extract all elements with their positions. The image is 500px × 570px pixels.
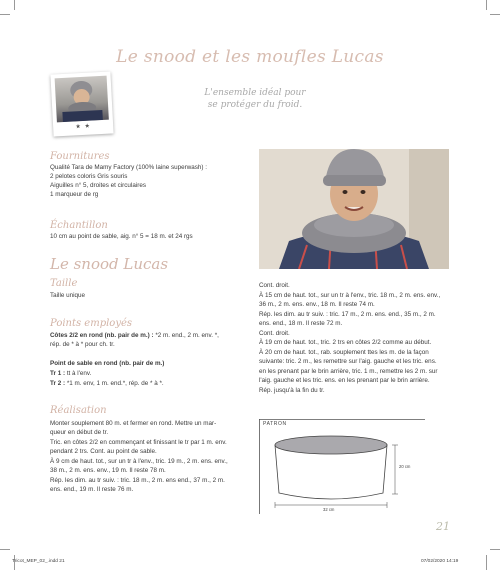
page-number: 21 (436, 520, 450, 533)
patron-height: 20 cm (399, 464, 411, 469)
taille-heading: Taille (50, 278, 78, 289)
right-line: Cont. droit. (259, 330, 290, 337)
echantillon-line: 10 cm au point de sable, aig. n° 5 = 18 m. et 24 rgs (50, 233, 193, 240)
patron-label: PATRON (263, 421, 287, 427)
subtitle-line: L'ensemble idéal pour (204, 88, 306, 98)
subtitle-line: se protéger du froid. (207, 100, 303, 110)
footer-filename: Tricot_MEP_02_.indd 21 (12, 559, 65, 564)
sewing-pattern-diagram (259, 419, 425, 514)
fournitures-line: 2 pelotes coloris Gris souris (50, 173, 128, 180)
right-line: Cont. droit. (259, 282, 290, 289)
fournitures-line: 1 marqueur de rg (50, 191, 99, 198)
cotes-text: *2 m. end., 2 m. env. *, (155, 332, 219, 339)
cotes-line2: rép. de * à * pour ch. tr. (50, 341, 115, 348)
tr2-label: Tr 2 : (50, 380, 66, 387)
realisation-line: queur en début de tr. (50, 429, 109, 436)
crop-mark (486, 0, 487, 10)
tr1-line (50, 370, 91, 379)
realisation-line: Tric. en côtes 2/2 en commençant et finissant le tr par 1 m. env. (50, 439, 227, 446)
cotes-line (50, 332, 219, 341)
right-line: Rép. les dim. au tr suiv. : tric. 17 m., 2 m. ens. end., 35 m., 2 m. (259, 311, 436, 318)
right-line: l'aig. gauche et les tric. ens. en les prenant par le brin arrière. (259, 377, 430, 384)
realisation-line: Rép. les dim. au tr suiv. : tric. 18 m., 2 m. ens end., 37 m., 2 m. (50, 477, 225, 484)
fournitures-heading: Fournitures (50, 151, 110, 162)
difficulty-rating: ★ ★ (75, 123, 92, 131)
realisation-line: Monter souplement 80 m. et fermer en rond. Mettre un mar- (50, 420, 217, 427)
crop-mark (0, 549, 10, 550)
fournitures-line: Qualité Tara de Mamy Factory (100% laine superwash) : (50, 164, 208, 171)
realisation-line: À 9 cm de haut. tot., sur un tr à l'env., tric. 19 m., 2 m. ens. env., (50, 458, 228, 465)
right-line: À 15 cm de haut. tot., sur un tr à l'env., tric. 18 m., 2 m. ens. env., (259, 292, 441, 299)
page-title: Le snood et les moufles Lucas (116, 47, 384, 67)
tr1-text: tt à l'env. (66, 370, 92, 377)
cotes-label: Côtes 2/2 en rond (nb. pair de m.) : (50, 332, 154, 339)
footer-timestamp: 07/02/2020 14:19 (421, 559, 459, 564)
right-line: À 20 cm de haut. tot., rab. souplement ttes les m. de la façon (259, 349, 429, 356)
crop-mark (490, 14, 500, 15)
tr2-text: *1 m. env, 1 m. end.*, rép. de * à *. (66, 380, 164, 387)
right-line: suivante: tric. 2 m., les remettre sur l'aig. gauche et les tric. ens. (259, 358, 437, 365)
right-line: À 19 cm de haut. tot., tric. 2 trs en côtes 2/2 comme au début. (259, 339, 432, 346)
right-line: en les prenant par le brin arrière, tric. 1 m., remettre les 2 m. sur (259, 368, 438, 375)
tr1-label: Tr 1 : (50, 370, 66, 377)
sable-label (50, 360, 164, 369)
points-heading: Points employés (50, 318, 133, 329)
crop-mark (0, 14, 10, 15)
realisation-line: 38 m., 2 m. ens. env., 19 m. Il reste 78 m. (50, 467, 166, 474)
right-line: 36 m., 2 m. ens. env., 18 m. Il reste 74 m. (259, 301, 375, 308)
snood-title: Le snood Lucas (50, 255, 169, 273)
patron-width: 32 cm (323, 507, 335, 512)
echantillon-heading: Échantillon (50, 220, 108, 231)
thumbnail-photo (55, 76, 109, 123)
right-line: Rép. jusqu'à la fin du tr. (259, 387, 325, 394)
taille-value: Taille unique (50, 292, 86, 299)
realisation-line: ens. end., 19 m. Il reste 76 m. (50, 486, 134, 493)
realisation-line: pendant 2 trs. Cont. au point de sable. (50, 448, 157, 455)
realisation-heading: Réalisation (50, 405, 107, 416)
page-subtitle (190, 87, 320, 111)
thumbnail-polaroid (50, 71, 113, 136)
crop-mark (486, 555, 487, 570)
right-line: ens. end., 18 m. Il reste 72 m. (259, 320, 343, 327)
sable-label-text: Point de sable en rond (nb. pair de m.) (50, 360, 165, 367)
crop-mark (14, 0, 15, 10)
product-photo (259, 149, 449, 269)
crop-mark (490, 549, 500, 550)
tr2-line (50, 380, 164, 389)
fournitures-line: Aiguilles n° 5, droites et circulaires (50, 182, 146, 189)
